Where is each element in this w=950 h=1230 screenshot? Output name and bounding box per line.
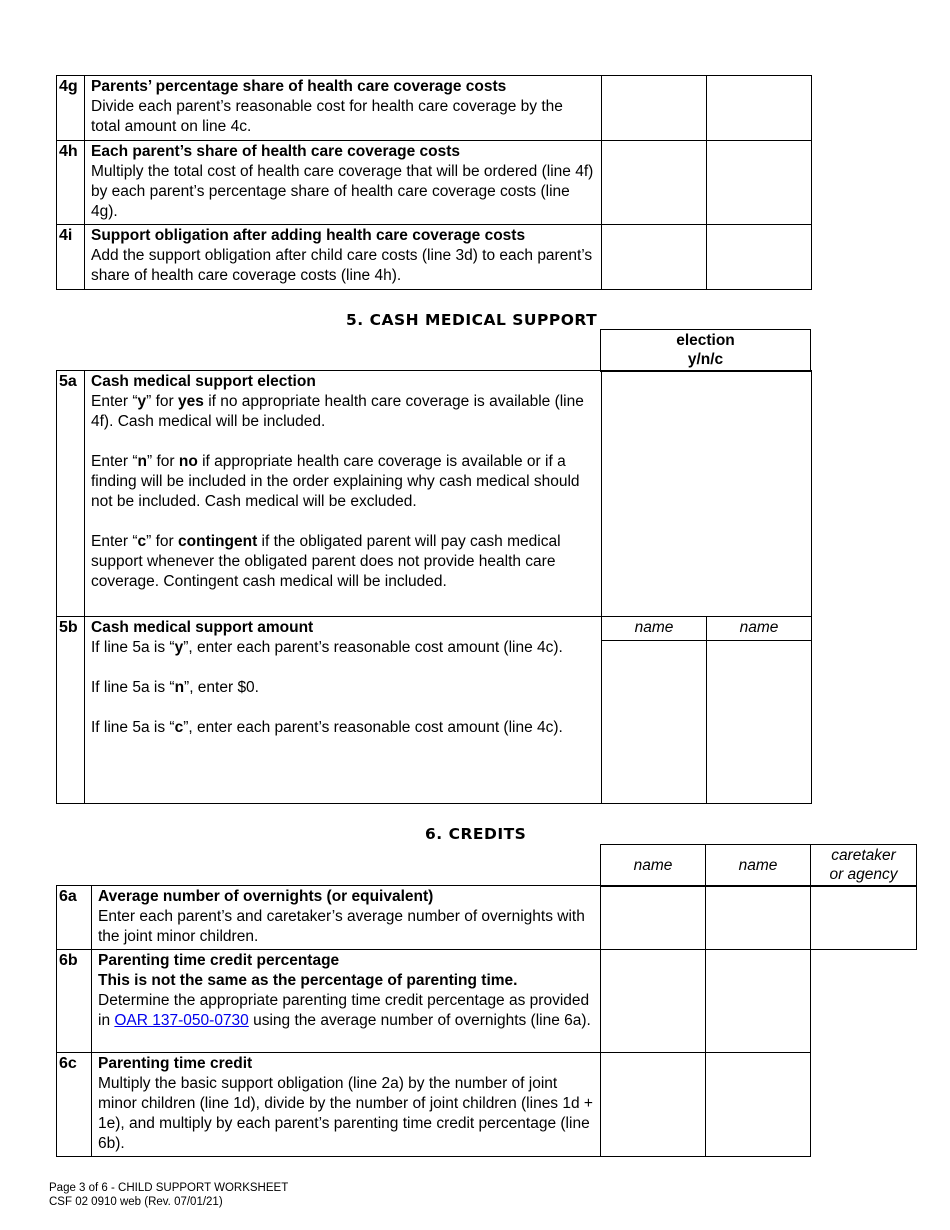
column-label-name: name — [707, 617, 811, 641]
row-description: Determine the appropriate parenting time credit percentage as provided in OAR 137-050-0730 using the average number of overnights (line 6a). — [98, 992, 591, 1029]
row-6c — [57, 1053, 917, 1157]
value-cell-parent2[interactable] — [707, 141, 812, 225]
amount-input-parent2[interactable] — [707, 641, 811, 801]
row-description: Add the support obligation after child care costs (line 3d) to each parent’s share of health care coverage costs (line 4h). — [91, 247, 593, 284]
value-cell-parent1[interactable] — [601, 950, 706, 1053]
row-description: Multiply the total cost of health care coverage that will be ordered (line 4f) by each parent’s percentage share of health care coverage costs (line 4g). — [91, 163, 594, 220]
line-number: 4g — [57, 76, 85, 141]
option-yes-text: Enter “y” for yes if no appropriate health care coverage is available (line 4f). Cash medical will be included. — [91, 393, 584, 430]
row-description: Divide each parent’s reasonable cost for health care coverage by the total amount on line 4c. — [91, 98, 563, 135]
row-title: Parenting time credit — [98, 1055, 253, 1072]
column-header-parent1: name — [601, 845, 706, 887]
line-number: 6c — [57, 1053, 92, 1157]
oar-rule-link[interactable]: OAR 137-050-0730 — [114, 1012, 249, 1029]
row-title: Each parent’s share of health care coverage costs — [91, 143, 461, 160]
row-6b — [57, 950, 917, 1053]
line-number: 6b — [57, 950, 92, 1053]
section6-table — [56, 885, 917, 1157]
value-cell-parent2[interactable] — [706, 886, 811, 950]
value-cell-caretaker[interactable] — [811, 886, 917, 950]
value-cell-parent2[interactable] — [706, 950, 811, 1053]
instruction-c: If line 5a is “c”, enter each parent’s reasonable cost amount (line 4c). — [91, 719, 563, 736]
row-4i — [57, 225, 812, 290]
value-cell-parent1[interactable] — [601, 1053, 706, 1157]
parent1-amount-column — [602, 617, 707, 804]
election-input-cell[interactable] — [602, 371, 812, 617]
option-contingent-text: Enter “c” for contingent if the obligated parent will pay cash medical support whenever the obligated parent does not provide health care coverage. Contingent cash medical will be included. — [91, 533, 561, 590]
row-title: Support obligation after adding health care coverage costs — [91, 227, 526, 244]
row-title: Average number of overnights (or equivalent) — [98, 888, 434, 905]
line-number: 5b — [57, 617, 85, 804]
value-cell-parent1[interactable] — [602, 225, 707, 290]
footer-page-info: Page 3 of 6 - CHILD SUPPORT WORKSHEET — [49, 1182, 289, 1194]
page-footer — [49, 1181, 288, 1209]
row-6a — [57, 886, 917, 950]
line-number: 4i — [57, 225, 85, 290]
column-header-parent2: name — [706, 845, 811, 887]
line-number: 5a — [57, 371, 85, 617]
row-description: Multiply the basic support obligation (line 2a) by the number of joint minor children (line 1d), divide by the number of joint children (lines 1d + 1e), and multiply by each parent’s parenting time credit percentage (line 6b). — [98, 1075, 593, 1152]
section5-title: 5. CASH MEDICAL SUPPORT — [346, 311, 598, 329]
row-5b — [57, 617, 812, 804]
section5-header-table — [600, 329, 811, 372]
section6-header-table — [600, 844, 917, 887]
value-cell-parent2[interactable] — [707, 76, 812, 141]
election-header-line1: election — [676, 332, 735, 349]
election-header-line2: y/n/c — [687, 351, 724, 368]
value-cell-parent2[interactable] — [706, 1053, 811, 1157]
column-header-caretaker: caretaker or agency — [811, 845, 917, 887]
footer-form-id: CSF 02 0910 web (Rev. 07/01/21) — [49, 1196, 223, 1208]
section6-title: 6. CREDITS — [425, 825, 527, 843]
option-no-text: Enter “n” for no if appropriate health care coverage is available or if a finding will be included in the order explaining why cash medical should not be included. Cash medical will be excluded. — [91, 453, 580, 510]
section5-table — [56, 370, 812, 804]
value-cell-parent2[interactable] — [707, 225, 812, 290]
line-number: 4h — [57, 141, 85, 225]
row-subtitle: This is not the same as the percentage of parenting time. — [98, 972, 518, 989]
row-description: Enter each parent’s and caretaker’s average number of overnights with the joint minor children. — [98, 908, 585, 945]
line-number: 6a — [57, 886, 92, 950]
value-cell-parent1[interactable] — [602, 141, 707, 225]
row-5a — [57, 371, 812, 617]
instruction-y: If line 5a is “y”, enter each parent’s reasonable cost amount (line 4c). — [91, 639, 563, 656]
row-title: Parenting time credit percentage — [98, 952, 340, 969]
instruction-n: If line 5a is “n”, enter $0. — [91, 679, 259, 696]
section4-table — [56, 75, 812, 290]
election-column-header — [601, 330, 811, 372]
column-label-name: name — [602, 617, 706, 641]
value-cell-parent1[interactable] — [601, 886, 706, 950]
row-title: Cash medical support election — [91, 373, 316, 390]
row-4g — [57, 76, 812, 141]
row-title: Cash medical support amount — [91, 619, 314, 636]
amount-input-parent1[interactable] — [602, 641, 706, 801]
row-title: Parents’ percentage share of health care coverage costs — [91, 78, 507, 95]
parent2-amount-column — [707, 617, 812, 804]
value-cell-parent1[interactable] — [602, 76, 707, 141]
row-4h — [57, 141, 812, 225]
